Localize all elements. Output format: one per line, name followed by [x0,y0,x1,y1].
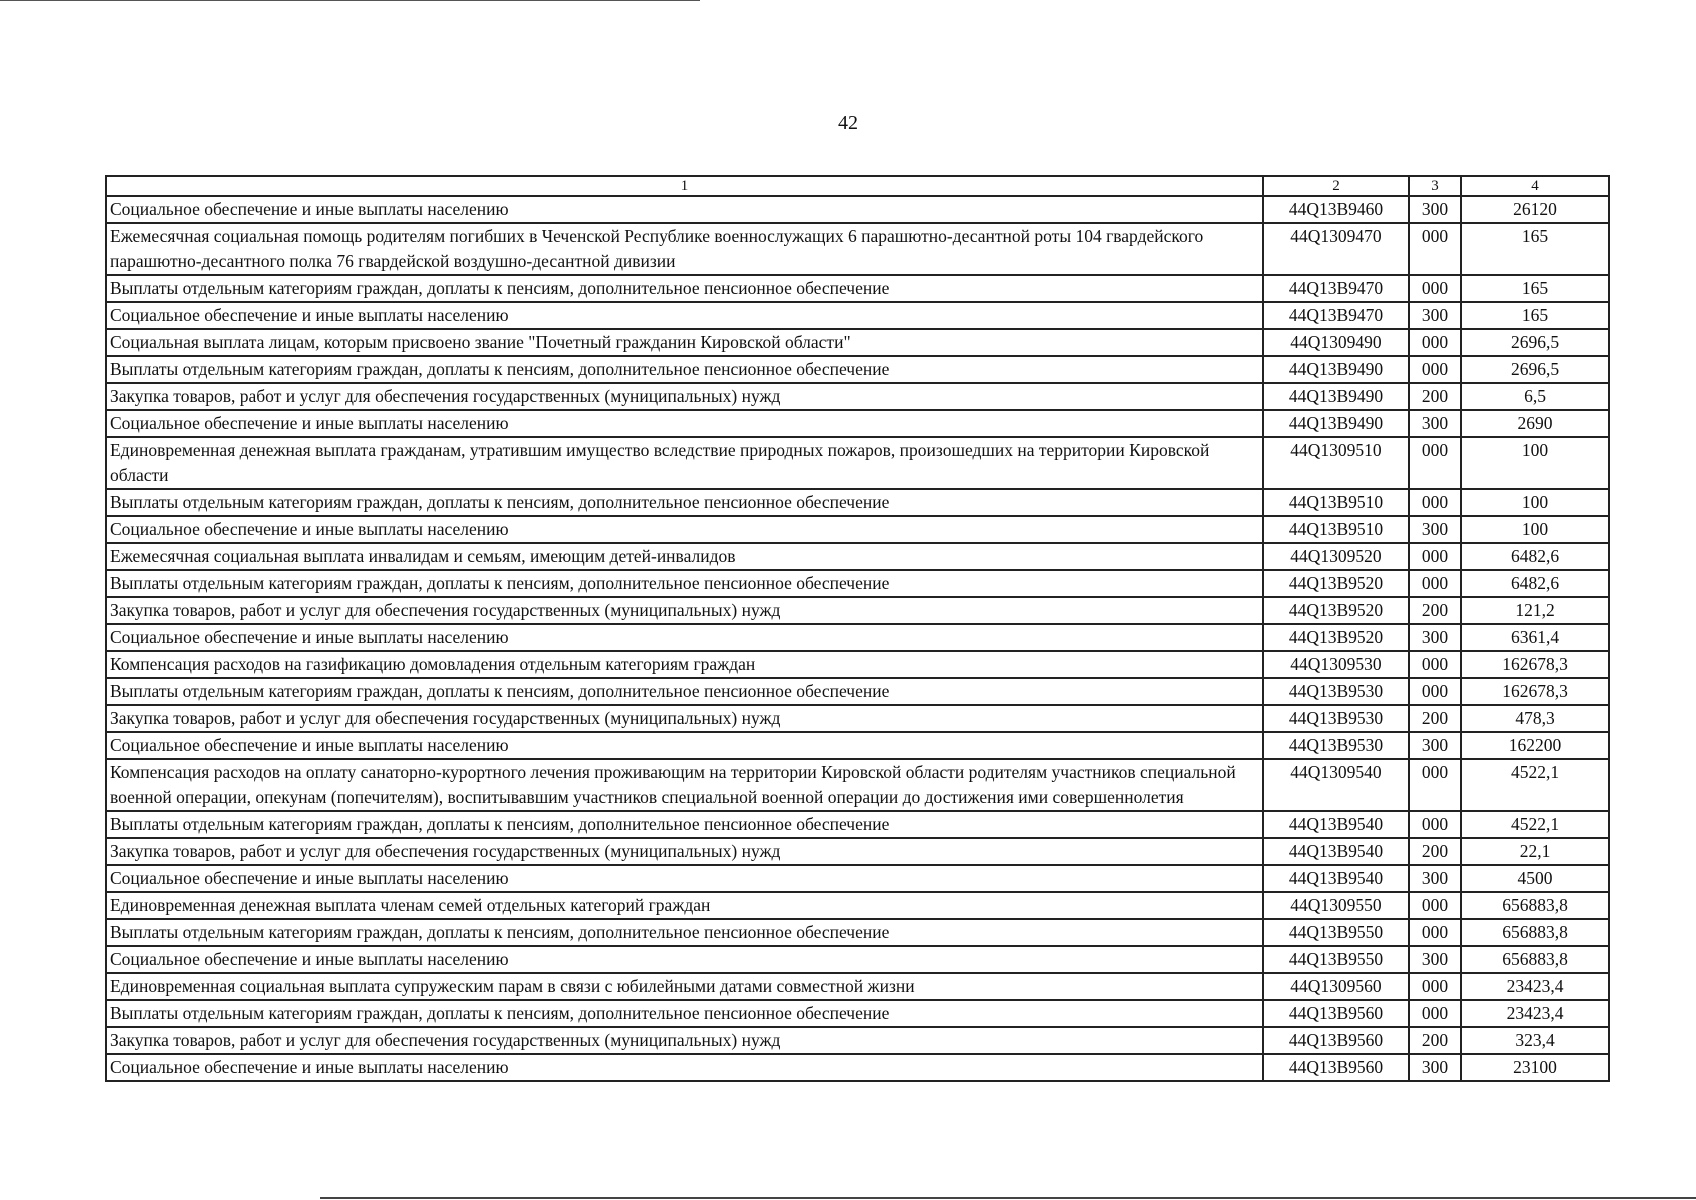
header-col-1: 1 [106,176,1263,196]
cell-name: Выплаты отдельным категориям граждан, доплаты к пенсиям, дополнительное пенсионное обеспечение [106,570,1263,597]
cell-name: Социальное обеспечение и иные выплаты населению [106,1054,1263,1081]
cell-name: Компенсация расходов на газификацию домовладения отдельным категориям граждан [106,651,1263,678]
cell-code: 44Q1309560 [1263,973,1409,1000]
cell-code: 44Q1309470 [1263,223,1409,275]
cell-amount: 6,5 [1461,383,1609,410]
cell-amount: 656883,8 [1461,919,1609,946]
cell-amount: 6482,6 [1461,570,1609,597]
table-row [106,759,1609,811]
table-row [106,973,1609,1000]
cell-type: 000 [1409,543,1461,570]
cell-amount: 2696,5 [1461,329,1609,356]
table-row [106,811,1609,838]
cell-amount: 4522,1 [1461,759,1609,811]
cell-amount: 323,4 [1461,1027,1609,1054]
cell-code: 44Q13B9520 [1263,624,1409,651]
table-row [106,651,1609,678]
cell-type: 000 [1409,275,1461,302]
cell-code: 44Q13B9460 [1263,196,1409,223]
table-row [106,624,1609,651]
cell-code: 44Q13B9490 [1263,356,1409,383]
cell-amount: 100 [1461,516,1609,543]
cell-name: Закупка товаров, работ и услуг для обеспечения государственных (муниципальных) нужд [106,838,1263,865]
cell-type: 000 [1409,570,1461,597]
table-row [106,437,1609,489]
cell-amount: 4500 [1461,865,1609,892]
cell-code: 44Q13B9520 [1263,570,1409,597]
cell-name: Выплаты отдельным категориям граждан, доплаты к пенсиям, дополнительное пенсионное обеспечение [106,356,1263,383]
table-row [106,865,1609,892]
cell-type: 300 [1409,624,1461,651]
table-row [106,329,1609,356]
cell-type: 200 [1409,597,1461,624]
cell-code: 44Q1309530 [1263,651,1409,678]
table-row [106,223,1609,275]
cell-type: 000 [1409,1000,1461,1027]
cell-code: 44Q13B9560 [1263,1000,1409,1027]
cell-type: 000 [1409,489,1461,516]
table-row [106,275,1609,302]
cell-type: 300 [1409,196,1461,223]
cell-type: 300 [1409,410,1461,437]
cell-name: Выплаты отдельным категориям граждан, доплаты к пенсиям, дополнительное пенсионное обеспечение [106,919,1263,946]
cell-type: 000 [1409,973,1461,1000]
cell-amount: 162200 [1461,732,1609,759]
table-row [106,356,1609,383]
table-row [106,946,1609,973]
cell-code: 44Q1309540 [1263,759,1409,811]
cell-code: 44Q13B9560 [1263,1027,1409,1054]
scan-border-bottom [320,1197,1696,1199]
cell-name: Единовременная денежная выплата гражданам, утратившим имущество вследствие природных пожаров, произошедших на территории Кировской области [106,437,1263,489]
cell-name: Социальное обеспечение и иные выплаты населению [106,865,1263,892]
cell-code: 44Q1309490 [1263,329,1409,356]
header-col-4: 4 [1461,176,1609,196]
table-row [106,1000,1609,1027]
cell-name: Выплаты отдельным категориям граждан, доплаты к пенсиям, дополнительное пенсионное обеспечение [106,678,1263,705]
cell-name: Компенсация расходов на оплату санаторно-курортного лечения проживающим на территории Кировской области родителям участников специальной военной операции, опекунам (попечителям), воспитывавшим участников специальной военной операции до достижения ими совершеннолетия [106,759,1263,811]
cell-amount: 656883,8 [1461,892,1609,919]
cell-type: 000 [1409,329,1461,356]
cell-amount: 165 [1461,275,1609,302]
cell-code: 44Q1309550 [1263,892,1409,919]
cell-code: 44Q13B9520 [1263,597,1409,624]
cell-type: 300 [1409,946,1461,973]
cell-code: 44Q13B9540 [1263,838,1409,865]
cell-name: Социальная выплата лицам, которым присвоено звание "Почетный гражданин Кировской области" [106,329,1263,356]
table-row [106,410,1609,437]
header-col-2: 2 [1263,176,1409,196]
table-row [106,732,1609,759]
cell-name: Ежемесячная социальная выплата инвалидам и семьям, имеющим детей-инвалидов [106,543,1263,570]
cell-name: Социальное обеспечение и иные выплаты населению [106,410,1263,437]
cell-code: 44Q13B9490 [1263,383,1409,410]
cell-name: Социальное обеспечение и иные выплаты населению [106,732,1263,759]
cell-type: 300 [1409,1054,1461,1081]
cell-type: 000 [1409,811,1461,838]
cell-type: 000 [1409,651,1461,678]
cell-name: Ежемесячная социальная помощь родителям погибших в Чеченской Республике военнослужащих 6 парашютно-десантной роты 104 гвардейского парашютно-десантного полка 76 гвардейской воздушно-десантной дивизии [106,223,1263,275]
table-row [106,892,1609,919]
cell-amount: 6482,6 [1461,543,1609,570]
table-body [106,196,1609,1081]
cell-name: Выплаты отдельным категориям граждан, доплаты к пенсиям, дополнительное пенсионное обеспечение [106,489,1263,516]
cell-amount: 4522,1 [1461,811,1609,838]
cell-code: 44Q13B9510 [1263,516,1409,543]
cell-code: 44Q13B9530 [1263,732,1409,759]
cell-amount: 478,3 [1461,705,1609,732]
cell-amount: 121,2 [1461,597,1609,624]
cell-type: 300 [1409,732,1461,759]
cell-code: 44Q13B9470 [1263,302,1409,329]
cell-amount: 23423,4 [1461,1000,1609,1027]
header-col-3: 3 [1409,176,1461,196]
cell-type: 000 [1409,919,1461,946]
cell-code: 44Q13B9530 [1263,678,1409,705]
cell-name: Единовременная денежная выплата членам семей отдельных категорий граждан [106,892,1263,919]
cell-type: 200 [1409,705,1461,732]
budget-table [105,175,1610,1082]
table-row [106,489,1609,516]
cell-name: Социальное обеспечение и иные выплаты населению [106,946,1263,973]
table-row [106,196,1609,223]
cell-amount: 165 [1461,302,1609,329]
cell-amount: 22,1 [1461,838,1609,865]
cell-type: 200 [1409,383,1461,410]
cell-type: 000 [1409,759,1461,811]
cell-name: Закупка товаров, работ и услуг для обеспечения государственных (муниципальных) нужд [106,705,1263,732]
table-row [106,838,1609,865]
cell-amount: 165 [1461,223,1609,275]
cell-amount: 100 [1461,437,1609,489]
page-number: 42 [838,112,858,134]
cell-type: 300 [1409,865,1461,892]
cell-code: 44Q1309510 [1263,437,1409,489]
cell-name: Закупка товаров, работ и услуг для обеспечения государственных (муниципальных) нужд [106,383,1263,410]
table-row [106,543,1609,570]
cell-name: Социальное обеспечение и иные выплаты населению [106,302,1263,329]
cell-type: 000 [1409,678,1461,705]
table-header-row [106,176,1609,196]
cell-code: 44Q1309520 [1263,543,1409,570]
cell-name: Единовременная социальная выплата супружеским парам в связи с юбилейными датами совместной жизни [106,973,1263,1000]
table-row [106,919,1609,946]
cell-amount: 100 [1461,489,1609,516]
table-row [106,705,1609,732]
cell-name: Выплаты отдельным категориям граждан, доплаты к пенсиям, дополнительное пенсионное обеспечение [106,1000,1263,1027]
cell-name: Социальное обеспечение и иные выплаты населению [106,624,1263,651]
table-row [106,1054,1609,1081]
cell-type: 300 [1409,516,1461,543]
cell-type: 300 [1409,302,1461,329]
cell-amount: 162678,3 [1461,651,1609,678]
cell-name: Социальное обеспечение и иные выплаты населению [106,196,1263,223]
cell-code: 44Q13B9550 [1263,919,1409,946]
cell-type: 200 [1409,838,1461,865]
cell-code: 44Q13B9540 [1263,865,1409,892]
cell-code: 44Q13B9490 [1263,410,1409,437]
cell-name: Выплаты отдельным категориям граждан, доплаты к пенсиям, дополнительное пенсионное обеспечение [106,275,1263,302]
cell-amount: 6361,4 [1461,624,1609,651]
cell-amount: 656883,8 [1461,946,1609,973]
cell-amount: 2690 [1461,410,1609,437]
table-row [106,570,1609,597]
cell-amount: 162678,3 [1461,678,1609,705]
cell-name: Закупка товаров, работ и услуг для обеспечения государственных (муниципальных) нужд [106,597,1263,624]
cell-code: 44Q13B9540 [1263,811,1409,838]
cell-type: 000 [1409,356,1461,383]
cell-amount: 23100 [1461,1054,1609,1081]
cell-type: 000 [1409,892,1461,919]
cell-code: 44Q13B9550 [1263,946,1409,973]
cell-amount: 2696,5 [1461,356,1609,383]
cell-code: 44Q13B9510 [1263,489,1409,516]
cell-code: 44Q13B9560 [1263,1054,1409,1081]
scan-border-top [0,0,700,1]
cell-type: 000 [1409,437,1461,489]
cell-type: 200 [1409,1027,1461,1054]
cell-name: Социальное обеспечение и иные выплаты населению [106,516,1263,543]
table-row [106,597,1609,624]
cell-type: 000 [1409,223,1461,275]
table-row [106,383,1609,410]
cell-code: 44Q13B9470 [1263,275,1409,302]
cell-amount: 26120 [1461,196,1609,223]
cell-code: 44Q13B9530 [1263,705,1409,732]
table-row [106,1027,1609,1054]
table-row [106,678,1609,705]
cell-name: Выплаты отдельным категориям граждан, доплаты к пенсиям, дополнительное пенсионное обеспечение [106,811,1263,838]
cell-name: Закупка товаров, работ и услуг для обеспечения государственных (муниципальных) нужд [106,1027,1263,1054]
table-row [106,302,1609,329]
table-row [106,516,1609,543]
cell-amount: 23423,4 [1461,973,1609,1000]
